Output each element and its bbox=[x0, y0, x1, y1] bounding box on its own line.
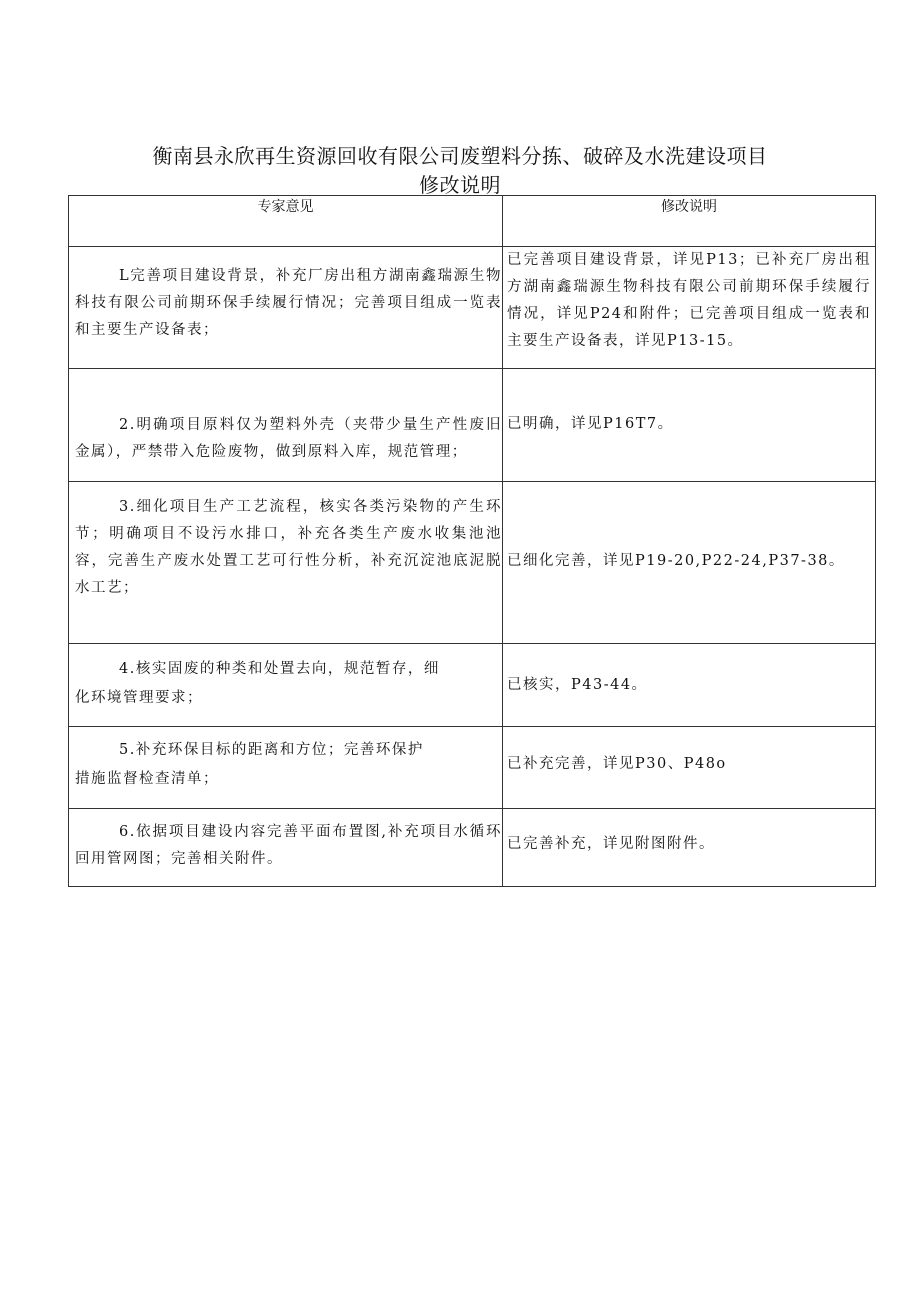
expert-text-line1: 4.核实固废的种类和处置去向，规范暂存，细 bbox=[119, 661, 440, 677]
revision-cell bbox=[503, 369, 876, 482]
document-title: 衡南县永欣再生资源回收有限公司废塑料分拣、破碎及水洗建设项目 bbox=[152, 144, 768, 168]
revision-text: 已核实，P43-44。 bbox=[507, 677, 648, 693]
expert-cell bbox=[69, 809, 503, 887]
table-row bbox=[69, 247, 876, 369]
expert-text: 3.细化项目生产工艺流程，核实各类污染物的产生环节；明确项目不设污水排口，补充各类生产废水收集池池容，完善生产废水处置工艺可行性分析，补充沉淀池底泥脱水工艺； bbox=[75, 499, 502, 596]
revision-cell bbox=[503, 644, 876, 727]
revision-text: 已补充完善，详见P30、P48o bbox=[507, 756, 727, 772]
header-expert-opinion: 专家意见 bbox=[69, 196, 503, 247]
expert-text: L完善项目建设背景，补充厂房出租方湖南鑫瑞源生物科技有限公司前期环保手续履行情况；完善项目组成一览表和主要生产设备表； bbox=[75, 268, 502, 338]
revision-cell bbox=[503, 809, 876, 887]
expert-cell bbox=[69, 644, 503, 727]
expert-cell bbox=[69, 247, 503, 369]
revision-text: 已明确，详见P16T7。 bbox=[507, 416, 674, 432]
document-subtitle: 修改说明 bbox=[419, 173, 501, 197]
expert-text: 6.依据项目建设内容完善平面布置图,补充项目水循环回用管网图；完善相关附件。 bbox=[75, 824, 502, 867]
revision-cell bbox=[503, 247, 876, 369]
expert-text-line2: 化环境管理要求； bbox=[75, 690, 203, 706]
table-row bbox=[69, 369, 876, 482]
table-header-row bbox=[69, 196, 876, 247]
revision-cell bbox=[503, 482, 876, 644]
revision-text: 已细化完善，详见P19-20,P22-24,P37-38。 bbox=[507, 553, 845, 569]
revision-text: 已完善补充，详见附图附件。 bbox=[507, 836, 715, 852]
expert-text: 2.明确项目原料仅为塑料外壳（夹带少量生产性废旧金属），严禁带入危险废物，做到原料入库，规范管理； bbox=[75, 417, 502, 460]
expert-cell bbox=[69, 482, 503, 644]
expert-cell bbox=[69, 369, 503, 482]
table-row bbox=[69, 809, 876, 887]
table-row bbox=[69, 727, 876, 809]
expert-text-line1: 5.补充环保目标的距离和方位；完善环保护 bbox=[119, 742, 424, 758]
table-row bbox=[69, 644, 876, 727]
revision-text: 已完善项目建设背景，详见P13；已补充厂房出租方湖南鑫瑞源生物科技有限公司前期环保手续履行情况，详见P24和附件；已完善项目组成一览表和主要生产设备表，详见P13-15。 bbox=[507, 252, 871, 349]
revision-table bbox=[68, 195, 876, 887]
expert-text-line2: 措施监督检查清单； bbox=[75, 771, 219, 787]
revision-cell bbox=[503, 727, 876, 809]
header-revision-note: 修改说明 bbox=[503, 196, 876, 247]
expert-cell bbox=[69, 727, 503, 809]
table-row bbox=[69, 482, 876, 644]
